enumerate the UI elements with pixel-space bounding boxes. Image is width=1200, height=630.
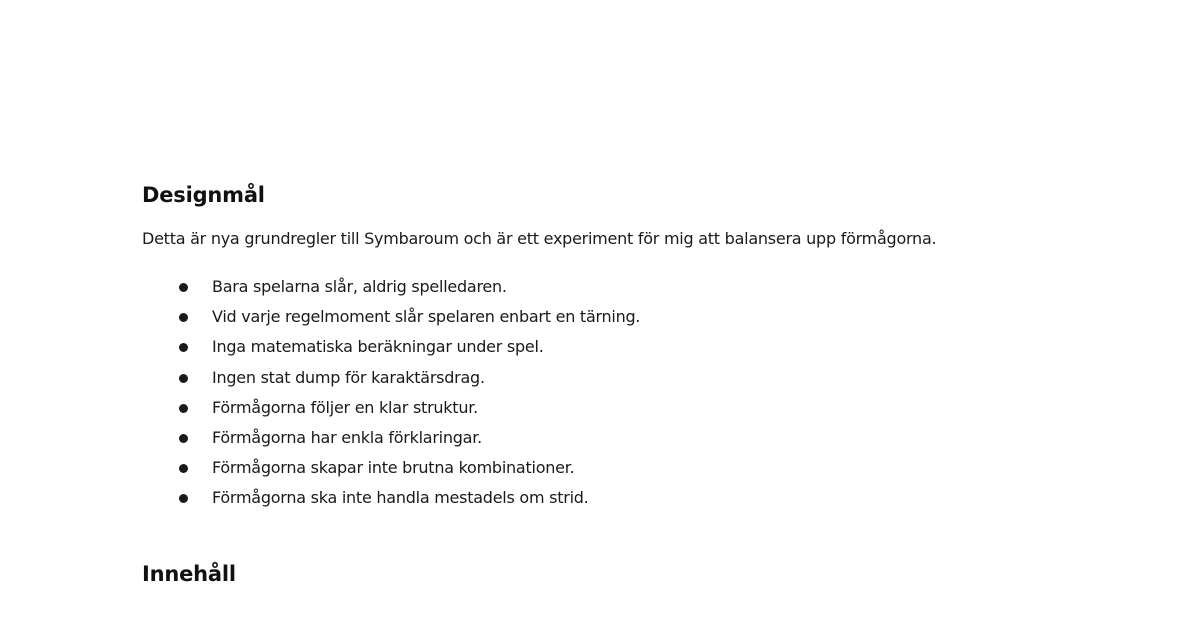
list-item-text: Inga matematiska beräkningar under spel. bbox=[212, 337, 544, 357]
document-page bbox=[142, 0, 1142, 630]
section-heading-designmal: Designmål bbox=[142, 183, 265, 207]
list-item-text: Förmågorna ska inte handla mestadels om strid. bbox=[212, 488, 589, 508]
section-heading-innehall: Innehåll bbox=[142, 562, 236, 586]
intro-paragraph: Detta är nya grundregler till Symbaroum och är ett experiment för mig att balansera upp förmågorna. bbox=[142, 229, 937, 248]
list-item-text: Ingen stat dump för karaktärsdrag. bbox=[212, 367, 485, 387]
list-item-text: Förmågorna följer en klar struktur. bbox=[212, 397, 478, 417]
list-item-text: Vid varje regelmoment slår spelaren enbart en tärning. bbox=[212, 307, 641, 327]
bullet-icon bbox=[179, 374, 188, 383]
bullet-icon bbox=[179, 404, 188, 413]
bullet-icon bbox=[179, 494, 188, 503]
list-item-text: Förmågorna skapar inte brutna kombinationer. bbox=[212, 458, 575, 478]
bullet-icon bbox=[179, 283, 188, 292]
list-item-text: Förmågorna har enkla förklaringar. bbox=[212, 427, 482, 447]
bullet-icon bbox=[179, 343, 188, 352]
bullet-icon bbox=[179, 313, 188, 322]
bullet-icon bbox=[179, 464, 188, 473]
bullet-icon bbox=[179, 434, 188, 443]
list-item-text: Bara spelarna slår, aldrig spelledaren. bbox=[212, 277, 507, 296]
